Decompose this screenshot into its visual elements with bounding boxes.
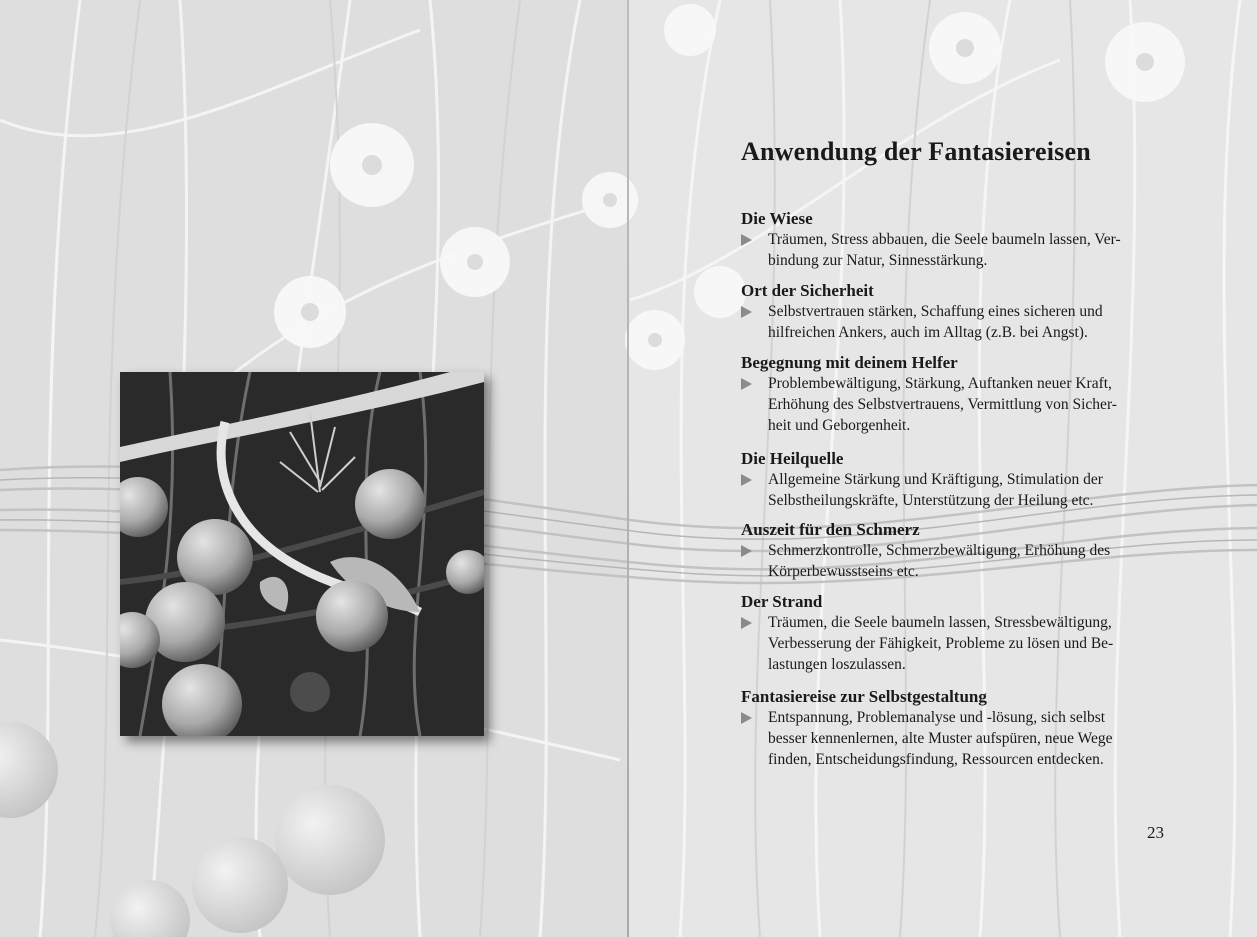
entry-die-heilquelle — [741, 449, 1171, 511]
entry-line: bindung zur Natur, Sinnesstärkung. — [768, 252, 988, 269]
entry-ort-der-sicherheit — [741, 281, 1171, 343]
entry-line: Problembewältigung, Stärkung, Auftanken neuer Kraft, — [768, 375, 1112, 392]
triangle-bullet-icon — [741, 306, 752, 318]
entry-line: lastungen loszulassen. — [768, 656, 906, 673]
entry-line: heit und Geborgenheit. — [768, 417, 911, 434]
entry-line: Schmerzkontrolle, Schmerzbewältigung, Erhöhung des — [768, 542, 1111, 559]
entry-die-wiese — [741, 209, 1171, 271]
triangle-bullet-icon — [741, 378, 752, 390]
entry-fantasiereise-zur-selbstgestaltung — [741, 687, 1171, 770]
triangle-bullet-icon — [741, 234, 752, 246]
entry-title: Die Heilquelle — [741, 449, 844, 468]
entry-body — [741, 373, 1171, 436]
triangle-bullet-icon — [741, 712, 752, 724]
entry-title: Der Strand — [741, 592, 823, 611]
entry-line: hilfreichen Ankers, auch im Alltag (z.B. bei Angst). — [768, 324, 1088, 341]
entry-der-strand — [741, 592, 1171, 675]
page-title: Anwendung der Fantasiereisen — [741, 137, 1091, 166]
entry-body — [741, 612, 1171, 675]
entry-line: Träumen, die Seele baumeln lassen, Stressbewältigung, — [768, 614, 1112, 631]
entry-title: Begegnung mit deinem Helfer — [741, 353, 958, 372]
entry-begegnung-mit-deinem-helfer — [741, 353, 1171, 436]
entry-title: Ort der Sicherheit — [741, 281, 874, 300]
entry-line: Allgemeine Stärkung und Kräftigung, Stimulation der — [768, 471, 1103, 488]
entry-line: Selbstheilungskräfte, Unterstützung der Heilung etc. — [768, 492, 1094, 509]
entry-line: Körperbewusstseins etc. — [768, 563, 919, 580]
page-number: 23 — [1147, 823, 1164, 842]
entry-line: Erhöhung des Selbstvertrauens, Vermittlung von Sicher- — [768, 396, 1117, 413]
entry-line: besser kennenlernen, alte Muster aufspüren, neue Wege — [768, 730, 1113, 747]
entry-line: Entspannung, Problemanalyse und -lösung, sich selbst — [768, 709, 1106, 726]
berries-photo — [120, 372, 484, 736]
triangle-bullet-icon — [741, 474, 752, 486]
entry-auszeit-fuer-den-schmerz — [741, 520, 1171, 582]
triangle-bullet-icon — [741, 617, 752, 629]
entry-body — [741, 469, 1171, 511]
entry-title: Die Wiese — [741, 209, 813, 228]
entry-title: Auszeit für den Schmerz — [741, 520, 920, 539]
entry-body — [741, 301, 1171, 343]
entry-line: finden, Entscheidungsfindung, Ressourcen entdecken. — [768, 751, 1104, 768]
triangle-bullet-icon — [741, 545, 752, 557]
entry-line: Verbesserung der Fähigkeit, Probleme zu lösen und Be- — [768, 635, 1114, 652]
entry-body — [741, 707, 1171, 770]
entry-title: Fantasiereise zur Selbstgestaltung — [741, 687, 987, 706]
entry-line: Selbstvertrauen stärken, Schaffung eines sicheren und — [768, 303, 1103, 320]
entry-line: Träumen, Stress abbauen, die Seele baumeln lassen, Ver- — [768, 231, 1121, 248]
entry-body — [741, 229, 1171, 271]
entry-body — [741, 540, 1171, 582]
book-gutter — [627, 0, 629, 937]
